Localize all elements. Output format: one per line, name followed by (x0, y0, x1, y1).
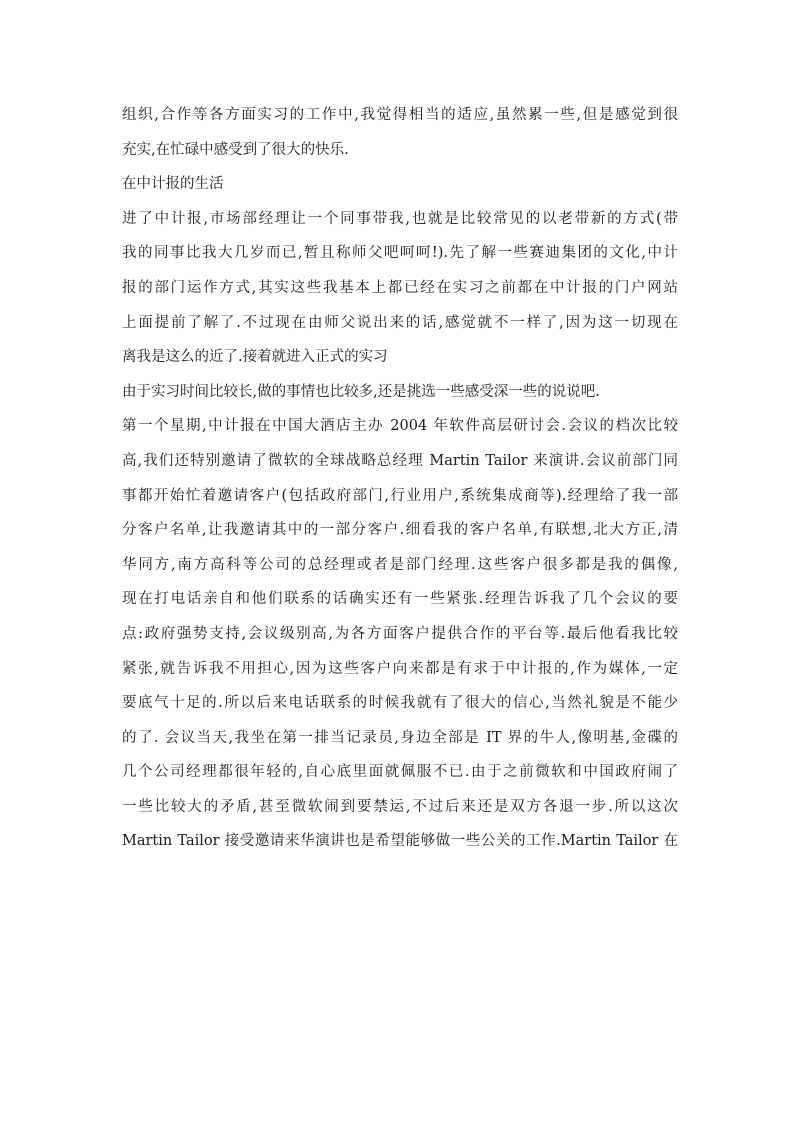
text-line: 进了中计报,市场部经理让一个同事带我,也就是比较常见的以老带新的方式(带 (122, 210, 678, 227)
text-line: 分客户名单,让我邀请其中的一部分客户.细看我的客户名单,有联想,北大方正,清 (122, 522, 678, 539)
text-line: 的了. 会议当天,我坐在第一排当记录员,身边全部是 IT 界的牛人,像明基,金碟的 (122, 729, 678, 746)
text-line: 由于实习时间比较长,做的事情也比较多,还是挑选一些感受深一些的说说吧. (122, 383, 600, 400)
document-body (122, 98, 678, 859)
text-line: 充实,在忙碌中感受到了很大的快乐. (122, 141, 349, 158)
text-line: 上面提前了解了.不过现在由师父说出来的话,感觉就不一样了,因为这一切现在 (122, 314, 678, 331)
text-line: 我的同事比我大几岁而已,暂且称师父吧呵呵!).先了解一些赛迪集团的文化,中计 (122, 245, 678, 262)
text-line: 报的部门运作方式,其实这些我基本上都已经在实习之前都在中计报的门户网站 (122, 279, 678, 296)
text-line: 要底气十足的.所以后来电话联系的时候我就有了很大的信心,当然礼貌是不能少 (122, 695, 678, 712)
text-line: 第一个星期,中计报在中国大酒店主办 2004 年软件高层研讨会.会议的档次比较 (122, 418, 678, 435)
text-line: 组织,合作等各方面实习的工作中,我觉得相当的适应,虽然累一些,但是感觉到很 (122, 107, 678, 123)
text-line: 几个公司经理都很年轻的,自心底里面就佩服不已.由于之前微软和中国政府闹了 (122, 764, 678, 781)
text-line: 华同方,南方高科等公司的总经理或者是部门经理.这些客户很多都是我的偶像, (122, 556, 678, 573)
text-line: 在中计报的生活 (122, 176, 224, 193)
text-line: Martin Tailor 接受邀请来华演讲也是希望能够做一些公关的工作.Martin Tailor 在 (122, 833, 678, 850)
text-line: 一些比较大的矛盾,甚至微软闹到要禁运,不过后来还是双方各退一步.所以这次 (122, 798, 678, 815)
text-line: 事都开始忙着邀请客户(包括政府部门,行业用户,系统集成商等).经理给了我一部 (122, 487, 678, 504)
text-line: 现在打电话亲自和他们联系的话确实还有一些紧张.经理告诉我了几个会议的要 (122, 591, 678, 608)
text-line: 点:政府强势支持,会议级别高,为各方面客户提供合作的平台等.最后他看我比较 (122, 625, 678, 642)
text-line: 离我是这么的近了.接着就进入正式的实习 (122, 349, 388, 366)
text-line: 高,我们还特别邀请了微软的全球战略总经理 Martin Tailor 来演讲.会议前部门同 (122, 452, 678, 469)
text-line: 紧张,就告诉我不用担心,因为这些客户向来都是有求于中计报的,作为媒体,一定 (122, 660, 678, 677)
